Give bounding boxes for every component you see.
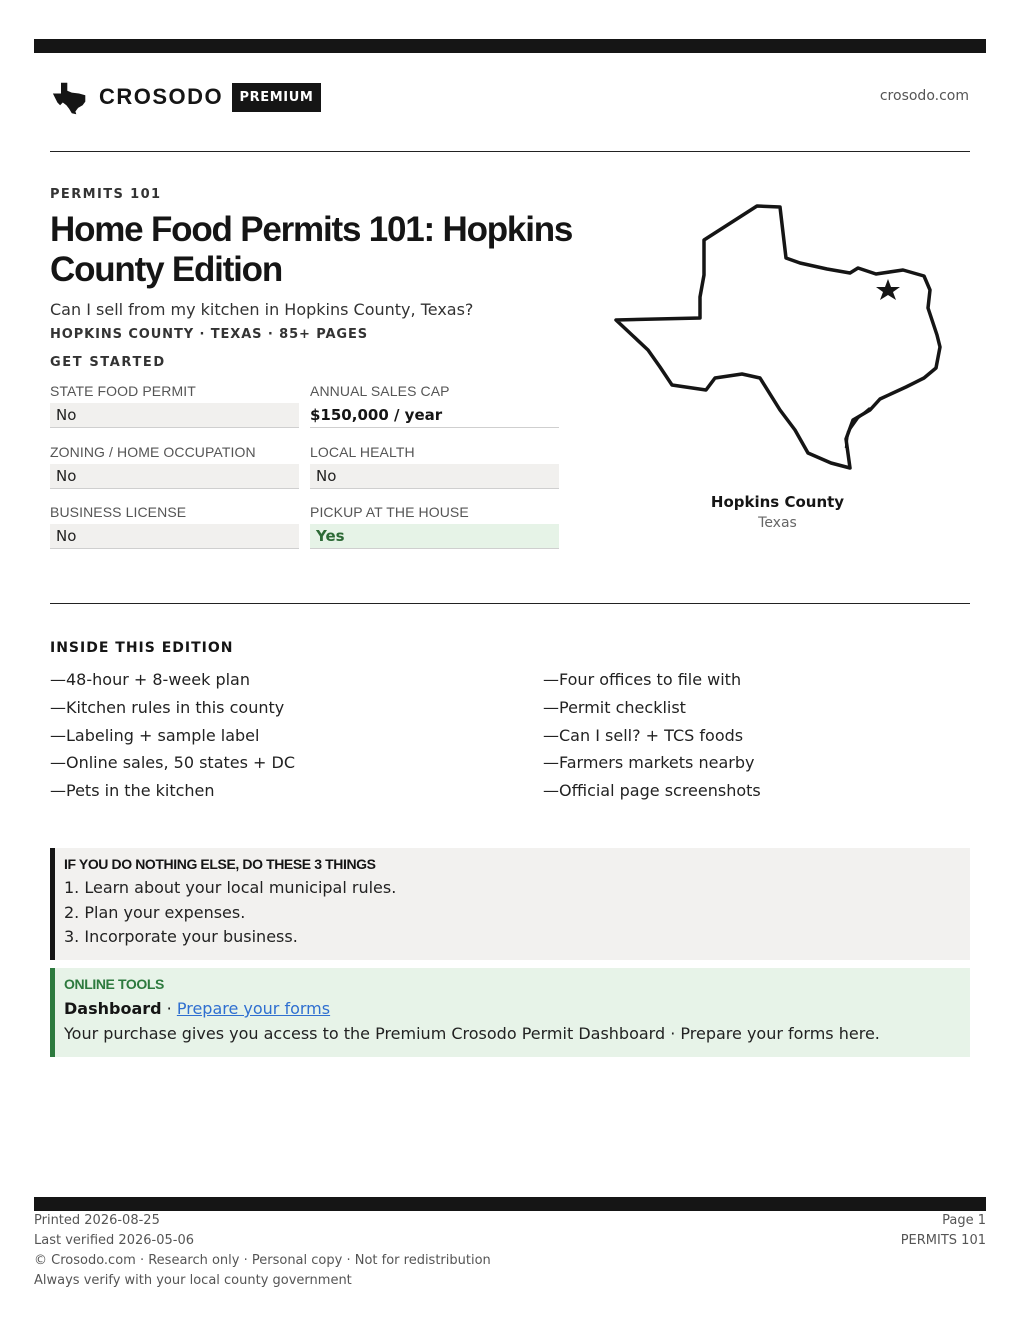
- list-item: —Online sales, 50 states + DC: [50, 753, 296, 773]
- get-started-heading: GET STARTED: [50, 355, 166, 370]
- list-item: 2. Plan your expenses.: [64, 902, 246, 922]
- fact-value: Yes: [310, 524, 559, 549]
- fact-value: No: [310, 464, 559, 489]
- brand-name: CROSODO: [99, 84, 224, 109]
- callout-title: IF YOU DO NOTHING ELSE, DO THESE 3 THINGS: [64, 856, 376, 872]
- dashboard-label: Dashboard: [64, 999, 162, 1018]
- section-divider: [50, 603, 970, 604]
- three-things-callout: [50, 848, 970, 960]
- eyebrow-label: PERMITS 101: [50, 187, 162, 202]
- texas-map: [610, 202, 945, 474]
- fact-pickup-at-house: [310, 503, 559, 555]
- fact-value: No: [50, 464, 299, 489]
- verify-disclaimer: Always verify with your local county government: [34, 1273, 352, 1288]
- page-title: Home Food Permits 101: Hopkins County Edition: [50, 210, 573, 289]
- site-url[interactable]: crosodo.com: [879, 88, 969, 104]
- texas-icon: [52, 80, 88, 116]
- fact-annual-sales-cap: [310, 382, 559, 434]
- printed-date: Printed 2026-08-25: [34, 1213, 160, 1228]
- fact-label: ZONING / HOME OCCUPATION: [50, 444, 256, 460]
- fact-value: $150,000 / year: [310, 403, 559, 428]
- header-divider: [50, 151, 970, 152]
- toc-left-column: [50, 666, 295, 805]
- fact-local-health: [310, 443, 559, 495]
- online-tools-title: ONLINE TOOLS: [64, 976, 164, 992]
- edition-meta: HOPKINS COUNTY · TEXAS · 85+ PAGES: [50, 327, 369, 342]
- list-item: —Kitchen rules in this county: [50, 697, 285, 717]
- premium-badge: PREMIUM: [232, 83, 321, 112]
- copyright-notice: © Crosodo.com · Research only · Personal copy · Not for redistribution: [34, 1253, 491, 1268]
- list-item: —Official page screenshots: [543, 781, 761, 801]
- footer-section: PERMITS 101: [900, 1233, 986, 1248]
- list-item: —Permit checklist: [543, 697, 686, 717]
- list-item: —Four offices to file with: [543, 670, 742, 689]
- bottom-rule-bar: [34, 1197, 986, 1211]
- fact-label: PICKUP AT THE HOUSE: [310, 504, 469, 520]
- footer-left: [34, 1211, 491, 1291]
- inside-edition-heading: INSIDE THIS EDITION: [50, 640, 234, 656]
- page-number: Page 1: [942, 1213, 986, 1228]
- list-item: 1. Learn about your local municipal rules.: [64, 878, 397, 897]
- verified-date: Last verified 2026-05-06: [34, 1233, 194, 1248]
- list-item: —Can I sell? + TCS foods: [543, 725, 744, 745]
- callout-list: [64, 876, 970, 950]
- list-item: —Pets in the kitchen: [50, 781, 215, 801]
- list-item: —48-hour + 8-week plan: [50, 670, 250, 689]
- prepare-forms-link[interactable]: Prepare your forms: [176, 999, 331, 1018]
- list-item: —Labeling + sample label: [50, 725, 260, 745]
- top-rule-bar: [34, 39, 986, 53]
- separator: ·: [161, 999, 177, 1018]
- star-icon: [876, 279, 900, 300]
- map-county-label: Hopkins County: [710, 493, 845, 511]
- footer-right: [901, 1211, 986, 1251]
- fact-value: No: [50, 403, 299, 428]
- fact-label: LOCAL HEALTH: [310, 444, 415, 460]
- fact-zoning: [50, 443, 299, 495]
- page-subtitle: Can I sell from my kitchen in Hopkins County, Texas?: [50, 300, 474, 319]
- dashboard-description: Your purchase gives you access to the Premium Crosodo Permit Dashboard · Prepare your forms here.: [64, 1024, 880, 1043]
- page-header: [50, 78, 970, 118]
- fact-business-license: [50, 503, 299, 555]
- online-tools-panel: [50, 968, 970, 1057]
- fact-label: ANNUAL SALES CAP: [310, 383, 450, 399]
- texas-outline: [616, 206, 940, 468]
- toc-right-column: [543, 666, 761, 805]
- dashboard-line: [64, 999, 970, 1018]
- map-state-label: Texas: [758, 515, 797, 531]
- fact-label: BUSINESS LICENSE: [50, 504, 187, 520]
- fact-value: No: [50, 524, 299, 549]
- list-item: 3. Incorporate your business.: [64, 927, 298, 946]
- fact-label: STATE FOOD PERMIT: [50, 383, 196, 399]
- fact-state-food-permit: [50, 382, 299, 434]
- list-item: —Farmers markets nearby: [543, 753, 755, 773]
